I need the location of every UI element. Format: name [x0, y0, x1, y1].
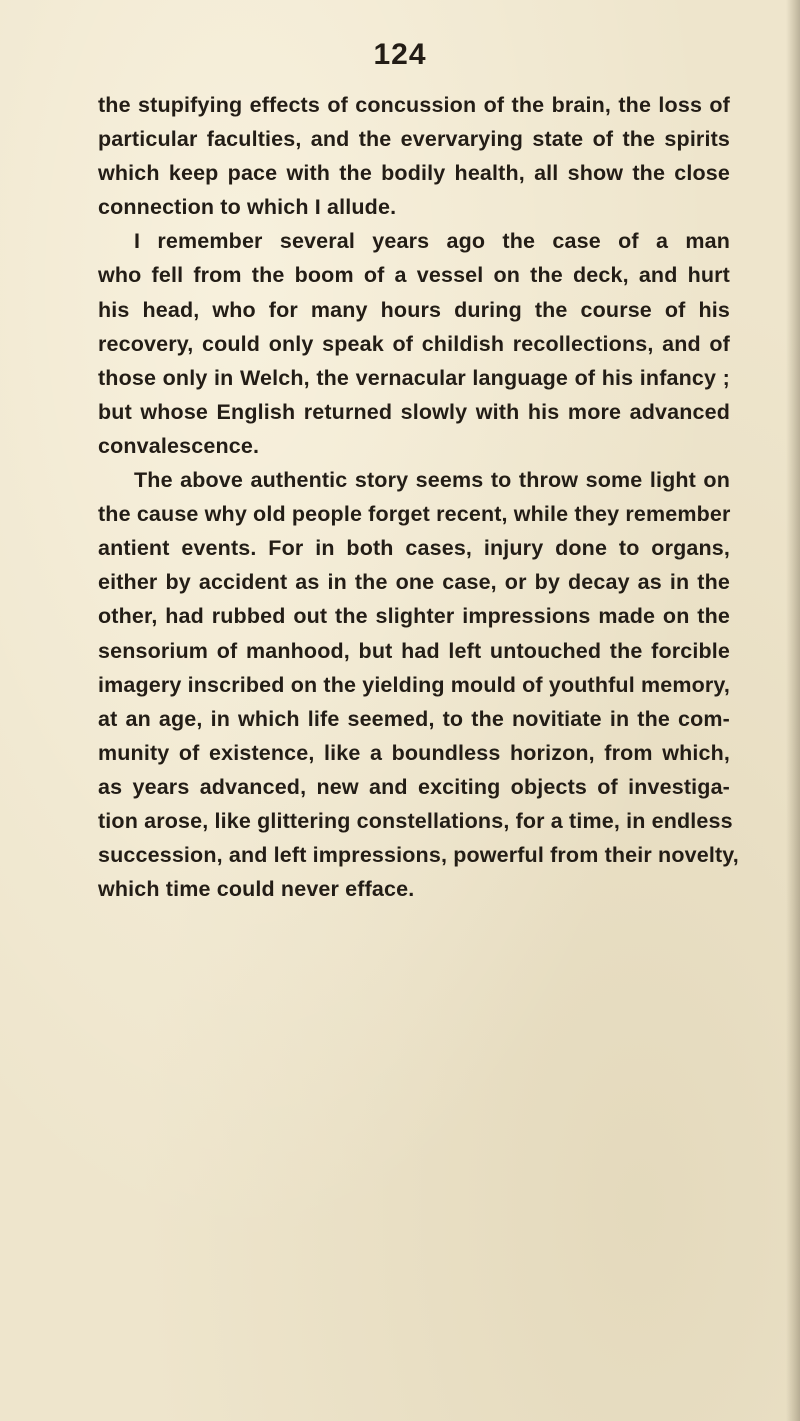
text-line: tion arose, like glittering constellations, for a time, in endless: [98, 808, 733, 833]
text-line: at an age, in which life seemed, to the novitiate in the com-: [98, 706, 730, 731]
text-line: munity of existence, like a boundless horizon, from which,: [98, 740, 730, 765]
paragraph-start-line: The above authentic story seems to throw some light on: [134, 468, 730, 493]
text-line: as years advanced, new and exciting objects of investiga-: [98, 774, 730, 799]
text-line: those only in Welch, the vernacular language of his infancy ;: [98, 365, 730, 390]
text-line: which keep pace with the bodily health, all show the close: [98, 161, 730, 186]
text-line: imagery inscribed on the yielding mould of youthful memory,: [98, 672, 731, 697]
page-edge-shadow: [786, 0, 800, 1421]
text-line: recovery, could only speak of childish recollections, and of: [98, 331, 730, 356]
text-line: the cause why old people forget recent, while they remember: [98, 502, 731, 527]
body-text: [98, 88, 739, 906]
text-line: either by accident as in the one case, or by decay as in the: [98, 570, 730, 595]
paragraph-start-line: I remember several years ago the case of a man: [134, 229, 730, 254]
text-line: who fell from the boom of a vessel on the deck, and hurt: [98, 263, 730, 288]
text-line: other, had rubbed out the slighter impressions made on the: [98, 604, 730, 629]
text-line: his head, who for many hours during the course of his: [98, 297, 730, 322]
text-line: the stupifying effects of concussion of the brain, the loss of: [98, 93, 730, 117]
paragraph-end-line: connection to which I allude.: [98, 195, 397, 220]
text-line: but whose English returned slowly with his more advanced: [98, 399, 730, 424]
paragraph-end-line: which time could never efface.: [98, 877, 415, 902]
paragraph-end-line: convalescence.: [98, 433, 260, 458]
page-number: 124: [373, 38, 427, 71]
text-line: sensorium of manhood, but had left untouched the forcible: [98, 638, 730, 663]
text-line: particular faculties, and the evervarying state of the spirits: [98, 127, 730, 152]
text-line: succession, and left impressions, powerful from their novelty,: [98, 843, 739, 868]
text-line: antient events. For in both cases, injury done to organs,: [98, 536, 730, 561]
